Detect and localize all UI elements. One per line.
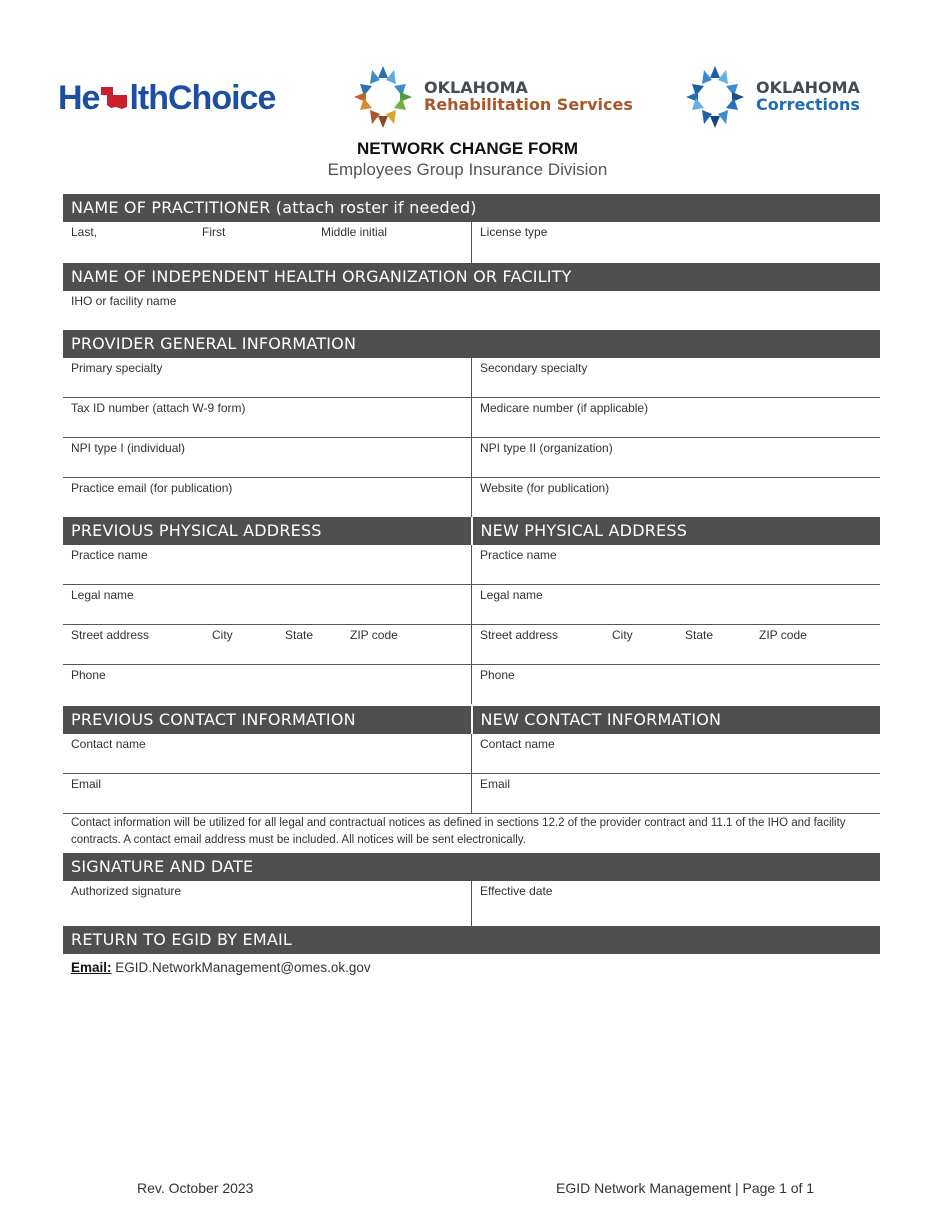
new-contact-name-field[interactable]	[471, 734, 880, 773]
npi-type-2-field[interactable]	[471, 438, 880, 477]
footer-revision: Rev. October 2023	[137, 1180, 254, 1196]
corrections-state-text: OKLAHOMA	[756, 78, 860, 98]
new-phone-label: Phone	[480, 668, 515, 682]
prev-practice-name-field[interactable]	[63, 545, 471, 584]
new-practice-name-label: Practice name	[480, 548, 557, 562]
general-info-header: PROVIDER GENERAL INFORMATION	[63, 330, 880, 358]
primary-specialty-label: Primary specialty	[71, 361, 163, 375]
contact-name-row	[63, 734, 880, 774]
email-website-row	[63, 478, 880, 517]
return-email-line	[63, 954, 880, 981]
license-type-label: License type	[480, 225, 548, 239]
tax-id-label: Tax ID number (attach W-9 form)	[71, 401, 246, 415]
new-legal-name-field[interactable]	[471, 585, 880, 624]
npi-row	[63, 438, 880, 478]
rehab-state-text: OKLAHOMA	[424, 78, 528, 98]
new-contact-header: NEW CONTACT INFORMATION	[471, 706, 881, 734]
prev-phone-field[interactable]	[63, 665, 471, 704]
new-zip-label: ZIP code	[759, 628, 807, 642]
previous-contact-header: PREVIOUS CONTACT INFORMATION	[63, 706, 471, 734]
practitioner-row	[63, 222, 880, 263]
new-practice-name-field[interactable]	[471, 545, 880, 584]
new-city-label: City	[612, 628, 633, 642]
new-contact-email-field[interactable]	[471, 774, 880, 813]
signature-row	[63, 881, 880, 926]
secondary-specialty-label: Secondary specialty	[480, 361, 588, 375]
authorized-signature-label: Authorized signature	[71, 884, 182, 898]
website-label: Website (for publication)	[480, 481, 610, 495]
corrections-logo	[682, 64, 860, 130]
prev-legal-name-field[interactable]	[63, 585, 471, 624]
rehab-agency-text: Rehabilitation Services	[424, 95, 633, 114]
prev-street-field[interactable]	[63, 625, 471, 664]
license-type-field[interactable]	[471, 222, 880, 263]
rehab-services-logo	[350, 64, 633, 130]
new-state-label: State	[685, 628, 714, 642]
phone-row	[63, 665, 880, 704]
npi-type-1-label: NPI type I (individual)	[71, 441, 186, 455]
oklahoma-star-icon	[682, 64, 748, 130]
prev-contact-name-label: Contact name	[71, 737, 146, 751]
oklahoma-state-icon	[100, 85, 128, 111]
prev-zip-label: ZIP code	[350, 628, 398, 642]
oklahoma-star-icon	[350, 64, 416, 130]
contact-email-row	[63, 774, 880, 814]
website-field[interactable]	[471, 478, 880, 517]
tax-id-field[interactable]	[63, 398, 471, 437]
npi-type-2-label: NPI type II (organization)	[480, 441, 613, 455]
new-contact-name-label: Contact name	[480, 737, 555, 751]
legal-name-row	[63, 585, 880, 625]
iho-name-field[interactable]	[63, 291, 880, 330]
prev-practice-name-label: Practice name	[71, 548, 148, 562]
tax-medicare-row	[63, 398, 880, 438]
network-change-form	[63, 194, 880, 981]
prev-street-label: Street address	[71, 628, 150, 642]
address-header-row	[63, 517, 880, 545]
return-email-link[interactable]: EGID.NetworkManagement@omes.ok.gov	[115, 960, 371, 975]
return-email-label: Email:	[71, 960, 112, 975]
new-street-field[interactable]	[471, 625, 880, 664]
corrections-agency-text: Corrections	[756, 95, 860, 114]
prev-city-label: City	[212, 628, 233, 642]
contact-header-row	[63, 706, 880, 734]
prev-legal-name-label: Legal name	[71, 588, 134, 602]
new-street-label: Street address	[480, 628, 559, 642]
return-header: RETURN TO EGID BY EMAIL	[63, 926, 880, 954]
medicare-number-label: Medicare number (if applicable)	[480, 401, 649, 415]
new-address-header: NEW PHYSICAL ADDRESS	[471, 517, 881, 545]
street-row	[63, 625, 880, 665]
healthchoice-logo-text-2: lthChoice	[129, 78, 276, 117]
prev-phone-label: Phone	[71, 668, 106, 682]
primary-specialty-field[interactable]	[63, 358, 471, 397]
secondary-specialty-field[interactable]	[471, 358, 880, 397]
prev-contact-email-field[interactable]	[63, 774, 471, 813]
practitioner-header: NAME OF PRACTITIONER (attach roster if needed)	[63, 194, 880, 222]
previous-address-header: PREVIOUS PHYSICAL ADDRESS	[63, 517, 471, 545]
prev-contact-name-field[interactable]	[63, 734, 471, 773]
middle-initial-label: Middle initial	[321, 225, 388, 239]
prev-contact-email-label: Email	[71, 777, 102, 791]
npi-type-1-field[interactable]	[63, 438, 471, 477]
first-name-label: First	[202, 225, 226, 239]
effective-date-field[interactable]	[471, 881, 880, 926]
practice-name-row	[63, 545, 880, 585]
practitioner-name-field[interactable]	[63, 222, 471, 263]
authorized-signature-field[interactable]	[63, 881, 471, 926]
specialty-row	[63, 358, 880, 398]
footer-page-info: EGID Network Management | Page 1 of 1	[556, 1180, 815, 1196]
iho-name-label: IHO or facility name	[71, 294, 177, 308]
signature-header: SIGNATURE AND DATE	[63, 853, 880, 881]
prev-state-label: State	[285, 628, 314, 642]
new-legal-name-label: Legal name	[480, 588, 543, 602]
practice-email-label: Practice email (for publication)	[71, 481, 233, 495]
healthchoice-logo-text-1: He	[58, 78, 100, 117]
form-subtitle: Employees Group Insurance Division	[327, 160, 608, 179]
healthchoice-logo	[58, 78, 275, 118]
last-name-label: Last,	[71, 225, 98, 239]
new-contact-email-label: Email	[480, 777, 511, 791]
iho-row	[63, 291, 880, 330]
contact-notice-text: Contact information will be utilized for all legal and contractual notices as defined in sections 12.2 of the provider contract and 11.1 of the IHO and facility contracts. A contact email address must be included. All notices will be sent electronically.	[71, 817, 846, 846]
practice-email-field[interactable]	[63, 478, 471, 517]
medicare-number-field[interactable]	[471, 398, 880, 437]
effective-date-label: Effective date	[480, 884, 553, 898]
iho-header: NAME OF INDEPENDENT HEALTH ORGANIZATION OR FACILITY	[63, 263, 880, 291]
form-title: NETWORK CHANGE FORM	[357, 139, 578, 158]
new-phone-field[interactable]	[471, 665, 880, 704]
